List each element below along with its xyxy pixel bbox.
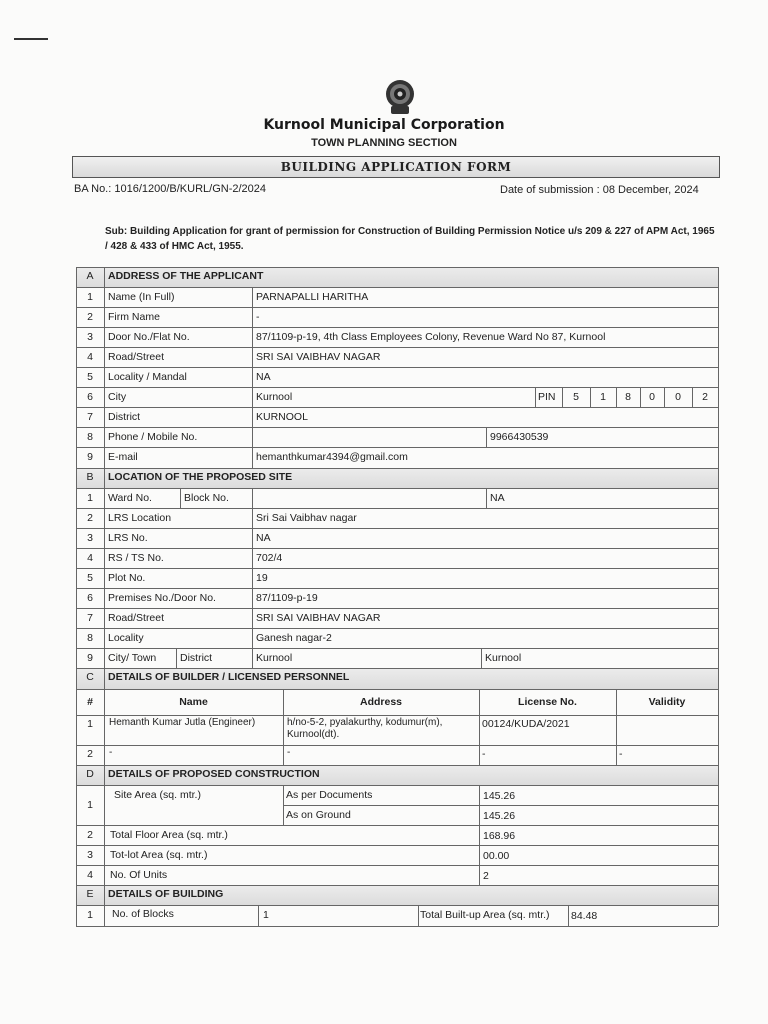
table-rule	[104, 387, 105, 407]
table-rule	[535, 387, 536, 407]
table-rule	[76, 668, 77, 689]
section-a-row-value: -	[256, 311, 260, 323]
section-a-row-number: 7	[87, 411, 93, 423]
phone-value: 9966430539	[490, 431, 549, 443]
section-b-row-label: LRS Location	[108, 512, 172, 524]
table-rule	[104, 407, 105, 427]
section-a-row-label: Phone / Mobile No.	[108, 431, 198, 443]
table-rule	[104, 508, 105, 528]
table-rule	[76, 905, 718, 906]
table-rule	[718, 387, 719, 407]
section-a-letter: A	[86, 270, 94, 282]
section-b-row-label: Road/Street	[108, 612, 165, 624]
table-rule	[104, 548, 105, 568]
table-rule	[718, 588, 719, 608]
table-rule	[104, 447, 105, 468]
table-rule	[252, 608, 253, 628]
table-rule	[104, 488, 105, 508]
pin-label: PIN	[538, 391, 556, 403]
builder-address: h/no-5-2, pyalakurthy, kodumur(m), Kurnool(dt).	[287, 717, 443, 740]
table-rule	[252, 628, 253, 648]
table-rule	[252, 387, 253, 407]
table-rule	[76, 367, 718, 368]
table-rule	[252, 488, 253, 508]
as-on-ground-label: As on Ground	[286, 809, 351, 821]
column-header: Validity	[648, 696, 686, 708]
section-a-title: ADDRESS OF THE APPLICANT	[108, 270, 264, 282]
form-title: BUILDING APPLICATION FORM	[72, 156, 720, 178]
table-rule	[258, 905, 259, 926]
section-a-row-number: 4	[87, 351, 93, 363]
table-rule	[252, 367, 253, 387]
table-rule	[76, 825, 718, 826]
table-rule	[76, 327, 718, 328]
table-rule	[76, 845, 718, 846]
section-b-letter: B	[86, 471, 94, 483]
section-b-row-label: LRS No.	[108, 532, 148, 544]
table-rule	[718, 528, 719, 548]
table-rule	[481, 648, 482, 668]
table-rule	[718, 568, 719, 588]
section-b-row-value: 702/4	[256, 552, 283, 564]
table-rule	[104, 588, 105, 608]
builder-row-number: 1	[87, 718, 93, 730]
pin-digit: 0	[675, 391, 681, 403]
as-per-documents-label: As per Documents	[286, 789, 373, 801]
table-rule	[104, 367, 105, 387]
builder-license: -	[482, 748, 486, 760]
section-b-row-number: 5	[87, 572, 93, 584]
table-rule	[76, 745, 718, 746]
section-b-row-value: Ganesh nagar-2	[256, 632, 332, 644]
section-a-row-label: Firm Name	[108, 311, 160, 323]
district-label: District	[180, 652, 213, 664]
table-rule	[479, 865, 480, 885]
table-rule	[76, 668, 718, 669]
section-a-row-number: 1	[87, 291, 93, 303]
builder-name: -	[109, 747, 113, 758]
table-rule	[718, 765, 719, 785]
table-rule	[283, 745, 284, 765]
section-a-row-number: 2	[87, 311, 93, 323]
table-rule	[76, 608, 718, 609]
table-rule	[718, 287, 719, 307]
section-a-row-number: 8	[87, 431, 93, 443]
section-b-row-label: Premises No./Door No.	[108, 592, 216, 604]
table-rule	[76, 628, 718, 629]
table-rule	[76, 865, 718, 866]
table-rule	[718, 689, 719, 715]
builder-license: 00124/KUDA/2021	[482, 718, 570, 730]
table-rule	[283, 715, 284, 745]
table-rule	[76, 926, 718, 927]
table-rule	[104, 568, 105, 588]
column-header: Address	[359, 696, 402, 708]
table-rule	[76, 387, 718, 388]
table-rule	[718, 367, 719, 387]
section-a-row-value: PARNAPALLI HARITHA	[256, 291, 369, 303]
table-rule	[76, 528, 718, 529]
table-rule	[283, 805, 718, 806]
table-rule	[718, 267, 719, 287]
table-rule	[76, 715, 718, 716]
section-b-row-number: 3	[87, 532, 93, 544]
table-rule	[104, 785, 105, 825]
section-d-title: DETAILS OF PROPOSED CONSTRUCTION	[108, 768, 320, 780]
table-rule	[76, 885, 718, 886]
table-rule	[104, 765, 105, 785]
section-d-letter: D	[86, 768, 94, 780]
site-city-value: Kurnool	[256, 652, 293, 664]
table-rule	[76, 588, 718, 589]
builder-address: -	[287, 747, 291, 758]
pin-digit: 2	[702, 391, 708, 403]
table-rule	[252, 347, 253, 367]
table-rule	[718, 745, 719, 765]
section-name: TOWN PLANNING SECTION	[311, 137, 457, 149]
table-rule	[418, 905, 419, 926]
table-rule	[479, 715, 480, 745]
table-rule	[479, 845, 480, 865]
section-a-row-value: NA	[256, 371, 271, 383]
table-rule	[252, 407, 253, 427]
table-rule	[76, 468, 77, 488]
section-b-row-value: 87/1109-p-19	[256, 592, 318, 604]
section-b-row-number: 4	[87, 552, 93, 564]
section-a-row-value: SRI SAI VAIBHAV NAGAR	[256, 351, 381, 363]
table-rule	[718, 548, 719, 568]
table-rule	[718, 307, 719, 327]
ward-value: NA	[490, 492, 505, 504]
organization-name: Kurnool Municipal Corporation	[263, 117, 505, 133]
site-district-value: Kurnool	[485, 652, 522, 664]
section-d-row-value: 00.00	[483, 850, 510, 862]
section-d-row-number: 3	[87, 849, 93, 861]
column-header: License No.	[518, 696, 577, 708]
table-rule	[283, 785, 284, 825]
table-rule	[76, 447, 718, 448]
table-rule	[104, 267, 105, 287]
table-rule	[252, 508, 253, 528]
table-rule	[104, 668, 105, 689]
table-rule	[76, 548, 718, 549]
table-rule	[180, 488, 181, 508]
table-rule	[104, 905, 105, 926]
section-b-row-label: Locality	[108, 632, 144, 644]
as-per-documents-value: 145.26	[483, 790, 516, 802]
ba-number: BA No.: 1016/1200/B/KURL/GN-2/2024	[74, 183, 267, 195]
city-value: Kurnool	[256, 391, 293, 403]
table-rule	[76, 765, 718, 766]
table-rule	[718, 508, 719, 528]
section-b-row-value: 19	[256, 572, 268, 584]
table-rule	[718, 628, 719, 648]
table-rule	[718, 347, 719, 367]
section-a-row-number: 3	[87, 331, 93, 343]
table-rule	[104, 745, 105, 765]
table-rule	[76, 648, 718, 649]
table-rule	[76, 765, 77, 785]
table-rule	[104, 865, 105, 885]
section-e-letter: E	[86, 888, 94, 900]
table-rule	[718, 885, 719, 905]
table-rule	[76, 427, 718, 428]
table-rule	[104, 327, 105, 347]
table-rule	[252, 588, 253, 608]
section-b-row-label: Plot No.	[108, 572, 146, 584]
table-rule	[568, 905, 569, 926]
site-area-number: 1	[87, 799, 93, 811]
table-rule	[104, 715, 105, 745]
pin-digit: 0	[649, 391, 655, 403]
section-a-row-number: 5	[87, 371, 93, 383]
pin-digit: 5	[573, 391, 579, 403]
table-rule	[486, 427, 487, 447]
table-rule	[718, 668, 719, 689]
builtup-label: Total Built-up Area (sq. mtr.)	[420, 909, 550, 921]
table-rule	[104, 528, 105, 548]
section-b-row-number: 6	[87, 592, 93, 604]
table-rule	[76, 267, 718, 268]
table-rule	[104, 347, 105, 367]
section-a-row-label: Road/Street	[108, 351, 165, 363]
table-rule	[718, 327, 719, 347]
section-d-row-value: 2	[483, 870, 489, 882]
pin-digit: 1	[600, 391, 606, 403]
section-d-row-label: No. Of Units	[110, 869, 168, 881]
table-rule	[76, 468, 718, 469]
section-d-row-label: Tot-lot Area (sq. mtr.)	[110, 849, 208, 861]
table-rule	[76, 488, 718, 489]
table-rule	[76, 407, 718, 408]
table-rule	[104, 468, 105, 488]
table-rule	[252, 327, 253, 347]
table-rule	[718, 468, 719, 488]
table-rule	[718, 715, 719, 745]
table-rule	[252, 548, 253, 568]
column-header: #	[87, 696, 93, 708]
table-rule	[718, 905, 719, 926]
pin-digit: 8	[625, 391, 631, 403]
table-rule	[616, 715, 617, 745]
as-on-ground-value: 145.26	[483, 810, 516, 822]
table-rule	[76, 785, 718, 786]
site-area-label: Site Area (sq. mtr.)	[114, 789, 201, 801]
city-town-label: City/ Town	[108, 652, 157, 664]
section-a-row-value: 87/1109-p-19, 4th Class Employees Colony, Revenue Ward No 87, Kurnool	[256, 331, 606, 343]
table-rule	[104, 287, 105, 307]
blocks-label: No. of Blocks	[112, 908, 174, 920]
table-rule	[252, 307, 253, 327]
section-b-row-value: NA	[256, 532, 271, 544]
table-rule	[252, 447, 253, 468]
table-rule	[76, 307, 718, 308]
table-rule	[104, 427, 105, 447]
section-a-row-number: 6	[87, 391, 93, 403]
table-rule	[718, 845, 719, 865]
table-rule	[76, 287, 718, 288]
section-b-row-number: 8	[87, 632, 93, 644]
section-b-row-value: Sri Sai Vaibhav nagar	[256, 512, 357, 524]
section-a-row-number: 9	[87, 451, 93, 463]
section-e-row-number: 1	[87, 909, 93, 921]
builder-name: Hemanth Kumar Jutla (Engineer)	[109, 717, 256, 728]
blocks-value: 1	[263, 909, 269, 921]
section-b-row-number: 2	[87, 512, 93, 524]
table-rule	[104, 845, 105, 865]
table-rule	[718, 447, 719, 468]
section-e-title: DETAILS OF BUILDING	[108, 888, 224, 900]
section-a-row-label: E-mail	[108, 451, 138, 463]
block-label: Block No.	[184, 492, 229, 504]
table-rule	[104, 648, 105, 668]
table-rule	[718, 865, 719, 885]
builder-row-number: 2	[87, 748, 93, 760]
section-a-row-label: Name (In Full)	[108, 291, 175, 303]
section-a-row-label: Door No./Flat No.	[108, 331, 190, 343]
section-a-row-label: District	[108, 411, 141, 423]
table-rule	[104, 608, 105, 628]
table-rule	[104, 825, 105, 845]
table-rule	[252, 528, 253, 548]
section-b-title: LOCATION OF THE PROPOSED SITE	[108, 471, 293, 483]
section-c-title: DETAILS OF BUILDER / LICENSED PERSONNEL	[108, 671, 350, 683]
table-rule	[76, 508, 718, 509]
table-rule	[479, 785, 480, 825]
table-rule	[76, 347, 718, 348]
table-rule	[616, 745, 617, 765]
ward-label: Ward No.	[108, 492, 152, 504]
table-rule	[252, 648, 253, 668]
builder-validity: -	[619, 748, 623, 760]
section-b-row-number: 7	[87, 612, 93, 624]
section-a-row-value: KURNOOL	[256, 411, 308, 423]
section-d-row-number: 2	[87, 829, 93, 841]
table-rule	[76, 568, 718, 569]
table-rule	[486, 488, 487, 508]
section-a-row-label: City	[108, 391, 127, 403]
section-b-row-number: 1	[87, 492, 93, 504]
subject-line: Sub: Building Application for grant of permission for Construction of Building Permission Notice u/s 209 & 227 of APM Act, 1965 / 428 & 433 of HMC Act, 1955.	[105, 226, 715, 252]
section-b-row-label: RS / TS No.	[108, 552, 164, 564]
section-d-row-number: 4	[87, 869, 93, 881]
table-rule	[76, 689, 718, 690]
table-rule	[718, 648, 719, 668]
section-c-letter: C	[86, 671, 94, 683]
table-rule	[104, 885, 105, 905]
table-rule	[76, 267, 77, 287]
table-rule	[176, 648, 177, 668]
section-d-row-label: Total Floor Area (sq. mtr.)	[110, 829, 228, 841]
table-rule	[252, 568, 253, 588]
builtup-value: 84.48	[571, 910, 598, 922]
table-rule	[718, 608, 719, 628]
date-of-submission: Date of submission : 08 December, 2024	[500, 184, 699, 196]
table-rule	[479, 745, 480, 765]
section-d-row-value: 168.96	[483, 830, 516, 842]
table-rule	[718, 825, 719, 845]
table-rule	[252, 287, 253, 307]
section-a-row-label: Locality / Mandal	[108, 371, 187, 383]
table-rule	[718, 427, 719, 447]
section-b-row-number: 9	[87, 652, 93, 664]
table-rule	[718, 785, 719, 825]
column-header: Name	[179, 696, 208, 708]
section-a-row-value: hemanthkumar4394@gmail.com	[256, 451, 408, 463]
table-rule	[76, 885, 77, 905]
table-rule	[718, 407, 719, 427]
table-rule	[252, 427, 253, 447]
table-rule	[479, 825, 480, 845]
table-rule	[104, 307, 105, 327]
table-rule	[718, 488, 719, 508]
table-rule	[104, 628, 105, 648]
section-b-row-value: SRI SAI VAIBHAV NAGAR	[256, 612, 381, 624]
